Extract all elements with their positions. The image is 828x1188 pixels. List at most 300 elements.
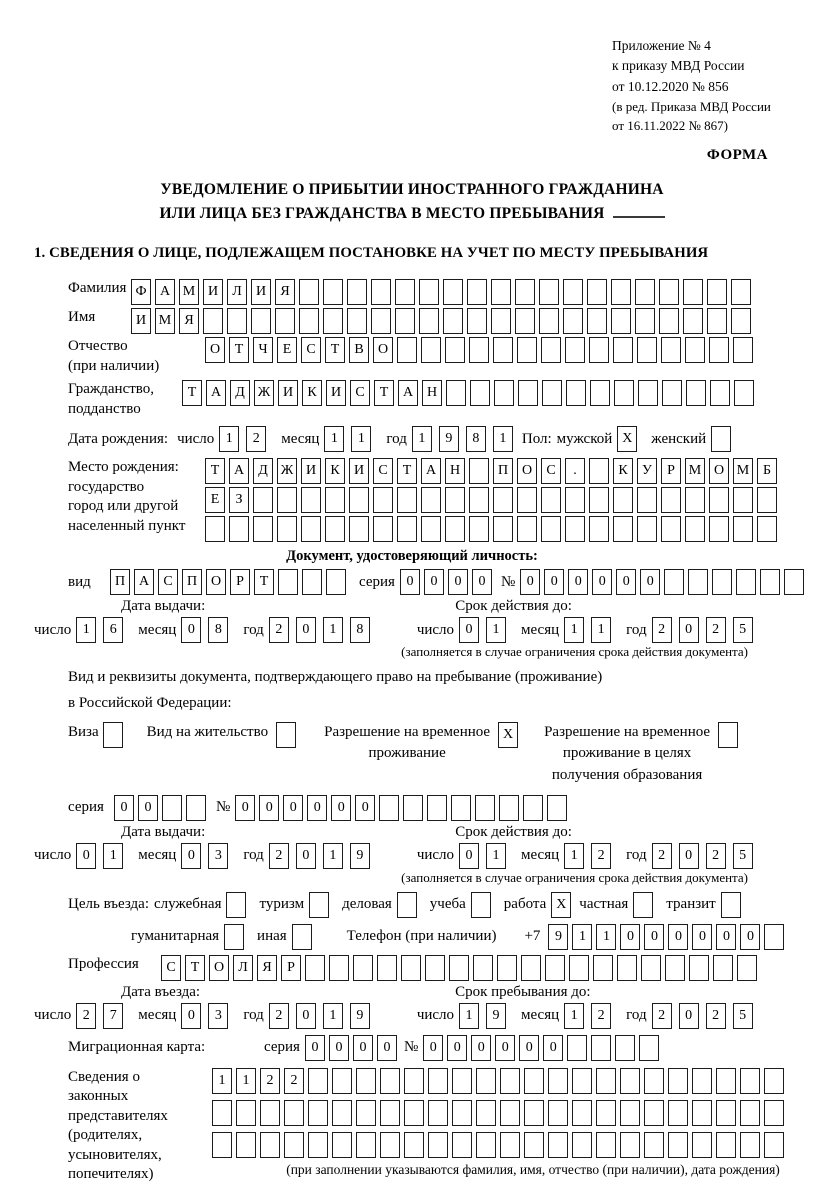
char-cell[interactable]: 3	[208, 843, 228, 869]
char-cell[interactable]	[284, 1132, 304, 1158]
char-cell[interactable]	[563, 308, 583, 334]
char-cell[interactable]	[299, 279, 319, 305]
char-cell[interactable]	[419, 279, 439, 305]
char-cell[interactable]	[260, 1100, 280, 1126]
char-cell[interactable]: 0	[679, 1003, 699, 1029]
char-cell[interactable]	[452, 1100, 472, 1126]
char-cell[interactable]	[760, 569, 780, 595]
char-cell[interactable]	[253, 516, 273, 542]
char-cell[interactable]	[659, 279, 679, 305]
char-cell[interactable]: 8	[466, 426, 486, 452]
char-cell[interactable]: Т	[182, 380, 202, 406]
char-cell[interactable]	[524, 1132, 544, 1158]
char-cell[interactable]: 0	[181, 1003, 201, 1029]
char-cell[interactable]: 2	[652, 617, 672, 643]
char-cell[interactable]: 1	[564, 617, 584, 643]
char-cell[interactable]	[587, 308, 607, 334]
char-cell[interactable]: Т	[397, 458, 417, 484]
char-cell[interactable]: 2	[246, 426, 266, 452]
char-cell[interactable]	[548, 1100, 568, 1126]
char-cell[interactable]	[349, 516, 369, 542]
char-cell[interactable]: 0	[329, 1035, 349, 1061]
char-cell[interactable]	[541, 487, 561, 513]
char-cell[interactable]	[397, 516, 417, 542]
char-cell[interactable]	[162, 795, 182, 821]
firstname-cells[interactable]	[131, 308, 755, 334]
char-cell[interactable]: 0	[644, 924, 664, 950]
char-cell[interactable]	[784, 569, 804, 595]
char-cell[interactable]: 0	[448, 569, 468, 595]
char-cell[interactable]	[567, 1035, 587, 1061]
char-cell[interactable]: Б	[757, 458, 777, 484]
char-cell[interactable]	[500, 1100, 520, 1126]
char-cell[interactable]: 0	[616, 569, 636, 595]
char-cell[interactable]	[356, 1132, 376, 1158]
char-cell[interactable]: 1	[564, 1003, 584, 1029]
char-cell[interactable]: 0	[592, 569, 612, 595]
doc-series-cells[interactable]	[400, 569, 496, 595]
char-cell[interactable]	[473, 955, 493, 981]
char-cell[interactable]	[593, 955, 613, 981]
char-cell[interactable]	[467, 279, 487, 305]
char-cell[interactable]: С	[161, 955, 181, 981]
char-cell[interactable]	[716, 1100, 736, 1126]
char-cell[interactable]	[301, 516, 321, 542]
char-cell[interactable]	[226, 892, 246, 918]
male-checkbox[interactable]	[617, 426, 641, 452]
char-cell[interactable]: К	[613, 458, 633, 484]
char-cell[interactable]	[229, 516, 249, 542]
char-cell[interactable]	[620, 1100, 640, 1126]
char-cell[interactable]: 5	[733, 1003, 753, 1029]
char-cell[interactable]: 1	[486, 617, 506, 643]
char-cell[interactable]: 1	[76, 617, 96, 643]
char-cell[interactable]	[397, 892, 417, 918]
char-cell[interactable]: О	[209, 955, 229, 981]
char-cell[interactable]: В	[349, 337, 369, 363]
char-cell[interactable]: П	[182, 569, 202, 595]
char-cell[interactable]	[428, 1100, 448, 1126]
char-cell[interactable]: 0	[305, 1035, 325, 1061]
residence-permit-checkbox[interactable]	[276, 722, 300, 748]
char-cell[interactable]	[276, 722, 296, 748]
char-cell[interactable]	[661, 516, 681, 542]
doc-number-cells[interactable]	[520, 569, 808, 595]
char-cell[interactable]: Е	[205, 487, 225, 513]
char-cell[interactable]: К	[302, 380, 322, 406]
char-cell[interactable]	[721, 892, 741, 918]
char-cell[interactable]	[251, 308, 271, 334]
entry-month[interactable]	[181, 1003, 235, 1029]
char-cell[interactable]	[308, 1100, 328, 1126]
char-cell[interactable]	[517, 516, 537, 542]
char-cell[interactable]: 0	[495, 1035, 515, 1061]
char-cell[interactable]: К	[325, 458, 345, 484]
char-cell[interactable]	[683, 308, 703, 334]
char-cell[interactable]	[734, 380, 754, 406]
char-cell[interactable]: X	[498, 722, 518, 748]
stay-year[interactable]	[652, 1003, 760, 1029]
char-cell[interactable]: 1	[412, 426, 432, 452]
char-cell[interactable]	[428, 1068, 448, 1094]
char-cell[interactable]	[452, 1068, 472, 1094]
char-cell[interactable]: С	[350, 380, 370, 406]
char-cell[interactable]: М	[155, 308, 175, 334]
visa-checkbox[interactable]	[103, 722, 127, 748]
char-cell[interactable]	[633, 892, 653, 918]
char-cell[interactable]: С	[301, 337, 321, 363]
char-cell[interactable]	[733, 487, 753, 513]
char-cell[interactable]: 2	[260, 1068, 280, 1094]
staydoc-valid-day[interactable]	[459, 843, 513, 869]
char-cell[interactable]: О	[373, 337, 393, 363]
char-cell[interactable]	[613, 337, 633, 363]
char-cell[interactable]	[688, 569, 708, 595]
char-cell[interactable]: Н	[422, 380, 442, 406]
char-cell[interactable]: 0	[543, 1035, 563, 1061]
char-cell[interactable]: 8	[208, 617, 228, 643]
char-cell[interactable]	[565, 337, 585, 363]
char-cell[interactable]	[325, 487, 345, 513]
char-cell[interactable]	[541, 337, 561, 363]
char-cell[interactable]: Т	[254, 569, 274, 595]
char-cell[interactable]	[292, 924, 312, 950]
char-cell[interactable]: 9	[439, 426, 459, 452]
char-cell[interactable]: 0	[459, 617, 479, 643]
char-cell[interactable]	[491, 308, 511, 334]
char-cell[interactable]: 1	[486, 843, 506, 869]
char-cell[interactable]: 0	[283, 795, 303, 821]
staydoc-issue-month[interactable]	[181, 843, 235, 869]
purpose-commercial-checkbox[interactable]	[397, 892, 421, 918]
char-cell[interactable]	[284, 1100, 304, 1126]
char-cell[interactable]	[644, 1068, 664, 1094]
char-cell[interactable]: Ж	[277, 458, 297, 484]
char-cell[interactable]: Ф	[131, 279, 151, 305]
char-cell[interactable]: 0	[296, 843, 316, 869]
char-cell[interactable]	[299, 308, 319, 334]
char-cell[interactable]: 1	[324, 426, 344, 452]
stay-month[interactable]	[564, 1003, 618, 1029]
char-cell[interactable]: Я	[179, 308, 199, 334]
char-cell[interactable]	[707, 279, 727, 305]
char-cell[interactable]	[611, 279, 631, 305]
char-cell[interactable]	[301, 487, 321, 513]
char-cell[interactable]	[731, 279, 751, 305]
char-cell[interactable]	[539, 308, 559, 334]
char-cell[interactable]: 1	[103, 843, 123, 869]
char-cell[interactable]: 0	[520, 569, 540, 595]
char-cell[interactable]	[421, 487, 441, 513]
char-cell[interactable]: 0	[307, 795, 327, 821]
char-cell[interactable]: С	[373, 458, 393, 484]
char-cell[interactable]	[668, 1132, 688, 1158]
char-cell[interactable]: .	[565, 458, 585, 484]
char-cell[interactable]	[380, 1132, 400, 1158]
char-cell[interactable]: 9	[350, 843, 370, 869]
char-cell[interactable]: Р	[661, 458, 681, 484]
char-cell[interactable]	[445, 337, 465, 363]
char-cell[interactable]	[499, 795, 519, 821]
char-cell[interactable]: Е	[277, 337, 297, 363]
char-cell[interactable]	[565, 516, 585, 542]
entry-day[interactable]	[76, 1003, 130, 1029]
char-cell[interactable]: 1	[212, 1068, 232, 1094]
char-cell[interactable]: 1	[493, 426, 513, 452]
char-cell[interactable]	[589, 487, 609, 513]
staydoc-issue-day[interactable]	[76, 843, 130, 869]
char-cell[interactable]: Л	[233, 955, 253, 981]
char-cell[interactable]: Р	[281, 955, 301, 981]
char-cell[interactable]: И	[326, 380, 346, 406]
char-cell[interactable]	[515, 279, 535, 305]
char-cell[interactable]	[661, 337, 681, 363]
char-cell[interactable]	[497, 955, 517, 981]
char-cell[interactable]: 0	[331, 795, 351, 821]
char-cell[interactable]	[517, 337, 537, 363]
char-cell[interactable]	[470, 380, 490, 406]
char-cell[interactable]	[613, 516, 633, 542]
char-cell[interactable]: А	[229, 458, 249, 484]
purpose-private-checkbox[interactable]	[633, 892, 657, 918]
doc-valid-month[interactable]	[564, 617, 618, 643]
staydoc-valid-month[interactable]	[564, 843, 618, 869]
char-cell[interactable]	[757, 487, 777, 513]
char-cell[interactable]	[539, 279, 559, 305]
char-cell[interactable]: 5	[733, 843, 753, 869]
char-cell[interactable]	[689, 955, 709, 981]
char-cell[interactable]	[471, 892, 491, 918]
char-cell[interactable]	[733, 337, 753, 363]
char-cell[interactable]: 1	[459, 1003, 479, 1029]
char-cell[interactable]: 0	[668, 924, 688, 950]
char-cell[interactable]	[373, 487, 393, 513]
citizenship-cells[interactable]	[182, 380, 758, 406]
char-cell[interactable]: Т	[185, 955, 205, 981]
char-cell[interactable]: Д	[253, 458, 273, 484]
char-cell[interactable]: 0	[296, 1003, 316, 1029]
char-cell[interactable]	[587, 279, 607, 305]
temp-residence-checkbox[interactable]	[498, 722, 522, 748]
char-cell[interactable]	[589, 337, 609, 363]
char-cell[interactable]: 2	[706, 1003, 726, 1029]
char-cell[interactable]	[380, 1100, 400, 1126]
char-cell[interactable]	[332, 1068, 352, 1094]
char-cell[interactable]	[548, 1068, 568, 1094]
char-cell[interactable]	[733, 516, 753, 542]
char-cell[interactable]: 0	[377, 1035, 397, 1061]
birthplace-cells-row1[interactable]	[205, 458, 781, 484]
char-cell[interactable]	[572, 1068, 592, 1094]
char-cell[interactable]: 1	[323, 1003, 343, 1029]
char-cell[interactable]: У	[637, 458, 657, 484]
char-cell[interactable]	[476, 1132, 496, 1158]
char-cell[interactable]: 5	[733, 617, 753, 643]
char-cell[interactable]	[563, 279, 583, 305]
char-cell[interactable]	[718, 722, 738, 748]
char-cell[interactable]	[212, 1100, 232, 1126]
char-cell[interactable]	[469, 458, 489, 484]
char-cell[interactable]	[620, 1068, 640, 1094]
char-cell[interactable]	[404, 1132, 424, 1158]
char-cell[interactable]	[637, 516, 657, 542]
char-cell[interactable]	[685, 487, 705, 513]
char-cell[interactable]	[572, 1100, 592, 1126]
char-cell[interactable]	[224, 924, 244, 950]
char-cell[interactable]: 0	[679, 843, 699, 869]
char-cell[interactable]	[469, 516, 489, 542]
char-cell[interactable]: 2	[652, 843, 672, 869]
stay-day[interactable]	[459, 1003, 513, 1029]
char-cell[interactable]: 0	[447, 1035, 467, 1061]
char-cell[interactable]	[278, 569, 298, 595]
char-cell[interactable]: Т	[325, 337, 345, 363]
char-cell[interactable]: И	[251, 279, 271, 305]
char-cell[interactable]: 1	[219, 426, 239, 452]
char-cell[interactable]	[711, 426, 731, 452]
char-cell[interactable]	[524, 1100, 544, 1126]
char-cell[interactable]: 2	[706, 843, 726, 869]
char-cell[interactable]	[475, 795, 495, 821]
char-cell[interactable]: И	[278, 380, 298, 406]
char-cell[interactable]	[596, 1132, 616, 1158]
char-cell[interactable]: 0	[296, 617, 316, 643]
char-cell[interactable]	[685, 516, 705, 542]
char-cell[interactable]: З	[229, 487, 249, 513]
purpose-transit-checkbox[interactable]	[721, 892, 745, 918]
char-cell[interactable]	[518, 380, 538, 406]
char-cell[interactable]: С	[158, 569, 178, 595]
char-cell[interactable]	[692, 1132, 712, 1158]
phone-cells[interactable]	[548, 924, 788, 950]
char-cell[interactable]	[395, 308, 415, 334]
char-cell[interactable]: 0	[355, 795, 375, 821]
char-cell[interactable]: 1	[323, 617, 343, 643]
birthplace-cells-row3[interactable]	[205, 516, 781, 542]
char-cell[interactable]	[709, 516, 729, 542]
char-cell[interactable]: 1	[351, 426, 371, 452]
char-cell[interactable]	[377, 955, 397, 981]
char-cell[interactable]	[323, 308, 343, 334]
char-cell[interactable]	[427, 795, 447, 821]
char-cell[interactable]: Т	[205, 458, 225, 484]
patronymic-cells[interactable]	[205, 337, 757, 363]
char-cell[interactable]	[523, 795, 543, 821]
char-cell[interactable]: И	[301, 458, 321, 484]
char-cell[interactable]	[668, 1100, 688, 1126]
char-cell[interactable]: 0	[640, 569, 660, 595]
char-cell[interactable]	[524, 1068, 544, 1094]
char-cell[interactable]	[500, 1132, 520, 1158]
char-cell[interactable]	[443, 308, 463, 334]
char-cell[interactable]: Т	[374, 380, 394, 406]
char-cell[interactable]	[347, 279, 367, 305]
char-cell[interactable]: 0	[424, 569, 444, 595]
purpose-study-checkbox[interactable]	[471, 892, 495, 918]
char-cell[interactable]: О	[709, 458, 729, 484]
char-cell[interactable]	[212, 1132, 232, 1158]
char-cell[interactable]: 2	[284, 1068, 304, 1094]
char-cell[interactable]: 9	[486, 1003, 506, 1029]
char-cell[interactable]	[347, 308, 367, 334]
char-cell[interactable]: 0	[138, 795, 158, 821]
purpose-work-checkbox[interactable]	[551, 892, 575, 918]
char-cell[interactable]	[371, 279, 391, 305]
purpose-business-checkbox[interactable]	[226, 892, 250, 918]
char-cell[interactable]: 2	[652, 1003, 672, 1029]
char-cell[interactable]	[356, 1068, 376, 1094]
char-cell[interactable]	[236, 1132, 256, 1158]
char-cell[interactable]: И	[131, 308, 151, 334]
char-cell[interactable]	[395, 279, 415, 305]
char-cell[interactable]: 2	[706, 617, 726, 643]
doc-issue-day[interactable]	[76, 617, 130, 643]
char-cell[interactable]: 2	[269, 843, 289, 869]
purpose-other-checkbox[interactable]	[292, 924, 316, 950]
staydoc-issue-year[interactable]	[269, 843, 377, 869]
char-cell[interactable]: 0	[235, 795, 255, 821]
char-cell[interactable]	[644, 1100, 664, 1126]
char-cell[interactable]	[445, 487, 465, 513]
char-cell[interactable]: 6	[103, 617, 123, 643]
char-cell[interactable]	[716, 1132, 736, 1158]
char-cell[interactable]: 0	[740, 924, 760, 950]
char-cell[interactable]: 2	[76, 1003, 96, 1029]
char-cell[interactable]	[445, 516, 465, 542]
char-cell[interactable]: П	[110, 569, 130, 595]
char-cell[interactable]	[421, 337, 441, 363]
char-cell[interactable]	[615, 1035, 635, 1061]
char-cell[interactable]	[639, 1035, 659, 1061]
doc-valid-year[interactable]	[652, 617, 760, 643]
char-cell[interactable]	[637, 337, 657, 363]
char-cell[interactable]	[356, 1100, 376, 1126]
char-cell[interactable]: А	[155, 279, 175, 305]
char-cell[interactable]: 2	[591, 1003, 611, 1029]
char-cell[interactable]	[686, 380, 706, 406]
staydoc-series-cells[interactable]	[114, 795, 210, 821]
char-cell[interactable]	[467, 308, 487, 334]
char-cell[interactable]	[638, 380, 658, 406]
char-cell[interactable]	[664, 569, 684, 595]
char-cell[interactable]	[569, 955, 589, 981]
char-cell[interactable]	[379, 795, 399, 821]
char-cell[interactable]: 0	[76, 843, 96, 869]
char-cell[interactable]	[373, 516, 393, 542]
char-cell[interactable]	[710, 380, 730, 406]
char-cell[interactable]: Я	[275, 279, 295, 305]
char-cell[interactable]	[323, 279, 343, 305]
char-cell[interactable]	[548, 1132, 568, 1158]
staydoc-valid-year[interactable]	[652, 843, 760, 869]
representatives-cells-row3[interactable]	[212, 1132, 828, 1158]
char-cell[interactable]	[683, 279, 703, 305]
char-cell[interactable]	[326, 569, 346, 595]
char-cell[interactable]: Н	[445, 458, 465, 484]
char-cell[interactable]	[572, 1132, 592, 1158]
char-cell[interactable]: 0	[459, 843, 479, 869]
char-cell[interactable]	[446, 380, 466, 406]
char-cell[interactable]: 0	[544, 569, 564, 595]
char-cell[interactable]	[186, 795, 206, 821]
purpose-humanitarian-checkbox[interactable]	[224, 924, 248, 950]
char-cell[interactable]	[452, 1132, 472, 1158]
char-cell[interactable]	[371, 308, 391, 334]
char-cell[interactable]	[589, 458, 609, 484]
char-cell[interactable]	[253, 487, 273, 513]
char-cell[interactable]: 0	[519, 1035, 539, 1061]
char-cell[interactable]	[476, 1100, 496, 1126]
